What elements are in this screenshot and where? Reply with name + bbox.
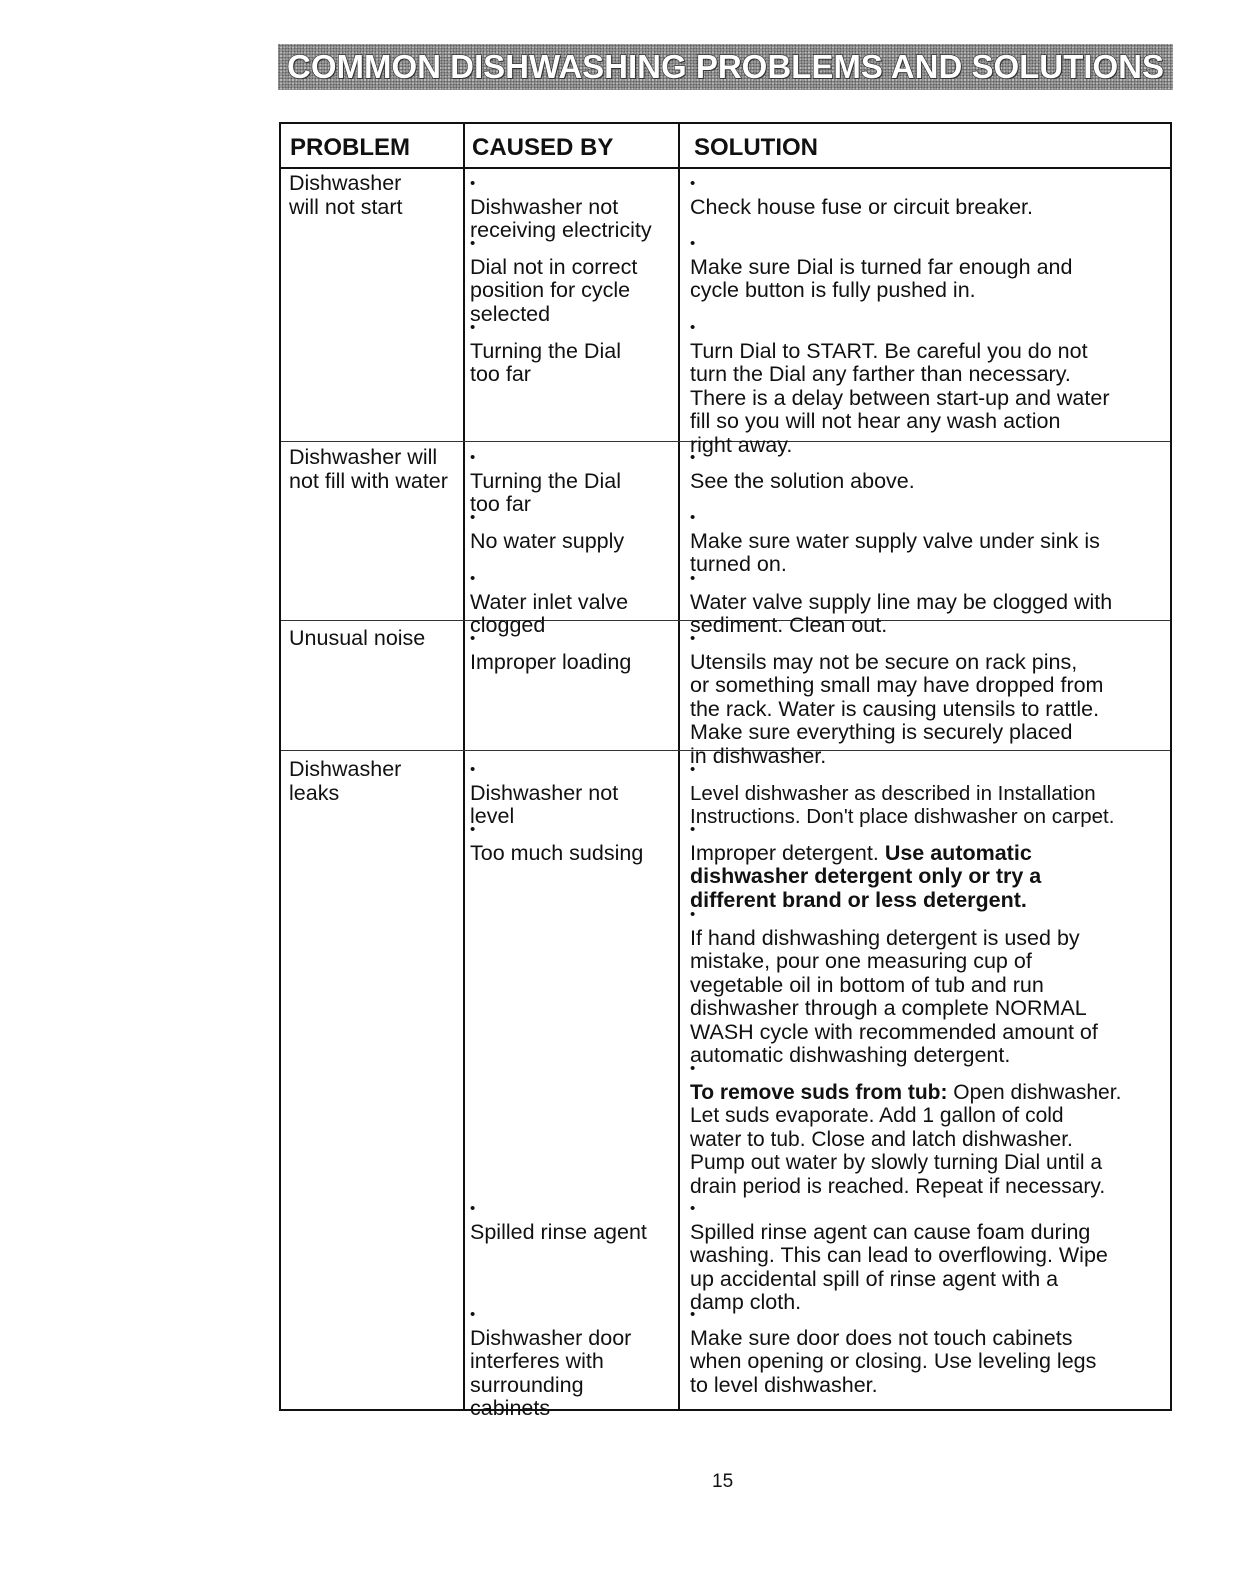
- solution-item: • Turn Dial to START. Be careful you do not turn the Dial any farther than necessary. There is a delay between start-up and water fill so you will not hear any wash action right away.: [690, 316, 1109, 457]
- cause-item: • Improper loading: [470, 627, 631, 674]
- cause-item: • Water inlet valve clogged: [470, 567, 628, 638]
- solution-item: • To remove suds from tub: Open dishwasher. Let suds evaporate. Add 1 gallon of cold water to tub. Close and latch dishwasher. Pump out water by slowly turning Dial until a drain period is reached. Repeat if necessary.: [690, 1057, 1121, 1198]
- cause-item: • No water supply: [470, 506, 624, 553]
- solution-item: • Spilled rinse agent can cause foam during washing. This can lead to overflowing. Wipe up accidental spill of rinse agent with a damp cloth.: [690, 1197, 1108, 1315]
- solution-item: • Water valve supply line may be clogged with sediment. Clean out.: [690, 567, 1112, 638]
- page-title: COMMON DISHWASHING PROBLEMS AND SOLUTIONS: [287, 48, 1164, 85]
- solution-item: • If hand dishwashing detergent is used by mistake, pour one measuring cup of vegetable oil in bottom of tub and run dishwasher through a complete NORMAL WASH cycle with recommended amount of automatic dishwashing detergent.: [690, 903, 1098, 1068]
- cause-item: • Dishwasher door interferes with surrounding cabinets: [470, 1303, 631, 1421]
- problem-cell: Dishwasher will not fill with water: [289, 445, 448, 493]
- problem-cell: Dishwasher will not start: [289, 171, 403, 219]
- solution-item: • Make sure door does not touch cabinets when opening or closing. Use leveling legs to level dishwasher.: [690, 1303, 1096, 1397]
- header-problem: PROBLEM: [290, 134, 410, 161]
- solution-item: • Make sure water supply valve under sink is turned on.: [690, 506, 1100, 577]
- cause-item: • Dishwasher not receiving electricity: [470, 172, 652, 243]
- problem-cell: Dishwasher leaks: [289, 757, 402, 805]
- cause-item: • Too much sudsing: [470, 818, 643, 865]
- cause-item: • Dial not in correct position for cycle selected: [470, 232, 637, 326]
- cause-item: • Turning the Dial too far: [470, 446, 621, 517]
- solution-item: • See the solution above.: [690, 446, 915, 493]
- solution-item: • Make sure Dial is turned far enough and cycle button is fully pushed in.: [690, 232, 1072, 303]
- header-solution: SOLUTION: [694, 134, 818, 161]
- cause-item: • Dishwasher not level: [470, 758, 618, 829]
- solution-item: • Improper detergent. Use automatic dishwasher detergent only or try a different brand or less detergent.: [690, 818, 1041, 912]
- cause-item: • Spilled rinse agent: [470, 1197, 647, 1244]
- column-divider: [678, 124, 680, 1409]
- header-caused-by: CAUSED BY: [472, 134, 614, 161]
- problem-cell: Unusual noise: [289, 626, 426, 650]
- solution-item: • Level dishwasher as described in Installation Instructions. Don't place dishwasher on carpet.: [690, 758, 1114, 829]
- cause-item: • Turning the Dial too far: [470, 316, 621, 387]
- column-divider: [463, 124, 465, 1409]
- solution-item: • Utensils may not be secure on rack pins, or something small may have dropped from the rack. Water is causing utensils to rattle. Make sure everything is securely placed in dishwasher.: [690, 627, 1103, 768]
- header-divider: [281, 167, 1170, 169]
- solution-item: • Check house fuse or circuit breaker.: [690, 172, 1033, 219]
- troubleshooting-table: [279, 122, 1172, 1420]
- page-number: 15: [712, 1471, 734, 1492]
- section-banner: [278, 44, 1173, 90]
